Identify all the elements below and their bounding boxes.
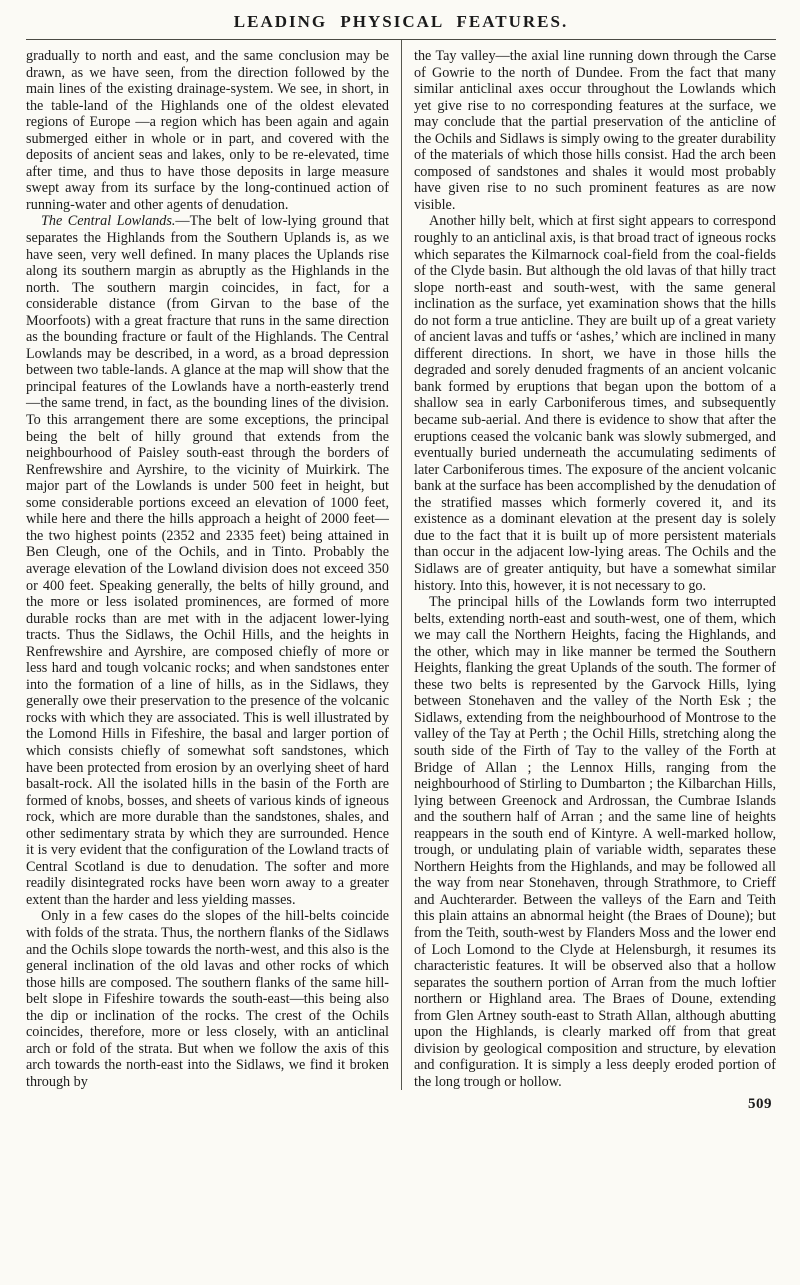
- paragraph-text: Only in a few cases do the slopes of the hill-belts coincide with folds of the strata. Thus, the northern flanks of the Sidlaws and the Ochils slope towards the north-west, and this also is the general inclination of the old lavas and other rocks of which those hills are composed. The southern flanks of the same hill-belt slope in Fifeshire towards the south-east—this being also the dip or inclination of the rocks. The crest of the Ochils coincides, therefore, more or less closely, with an anticlinal arch or fold of the strata. But when we follow the axis of this arch towards the north-east into the Sidlaws, we find it broken through by: [26, 908, 389, 1090]
- paragraph: [414, 48, 776, 213]
- right-column: [401, 40, 776, 1090]
- page-header-title: LEADING PHYSICAL FEATURES.: [26, 8, 776, 40]
- paragraph-text: —The belt of low-lying ground that separates the Highlands from the Southern Uplands is, as we have seen, very well defined. In many places the Uplands rise along its southern margin as abruptly as the Highlands in the north. The southern margin coincides, in fact, for a considerable distance (from Girvan to the base of the Moorfoots) with a great fracture that runs in the same direction as the bounding fracture or fault of the Highlands. The Central Lowlands may be described, in a word, as a broad depression between two table-lands. A glance at the map will show that the principal features of the Lowlands have a north-easterly trend—the same trend, in fact, as the bounding lines of the division. To this arrangement there are some exceptions, the principal being the belt of hilly ground that extends from the neighbourhood of Paisley south-east through the borders of Renfrewshire and Ayrshire, to the vicinity of Muirkirk. The major part of the Lowlands is under 500 feet in height, but some considerable portions exceed an elevation of 1000 feet, while here and there the hills approach a height of 2000 feet—the two highest points (2352 and 2335 feet) being attained in Ben Cleugh, one of the Ochils, and in Tinto. Probably the average elevation of the Lowland division does not exceed 350 or 400 feet. Speaking generally, the belts of hilly ground, and the more or less isolated prominences, are formed of more durable rocks than are met with in the adjacent lower-lying tracts. Thus the Sidlaws, the Ochil Hills, and the heights in Renfrewshire and Ayrshire, are composed chiefly of more or less hard and tough volcanic rocks; and when sandstones enter into the formation of a line of hills, as in the Sidlaws, they generally owe their preservation to the presence of the volcanic rocks with which they are associated. This is well illustrated by the Lomond Hills in Fifeshire, the basal and larger portion of which consists chiefly of somewhat soft sandstones, which have been protected from erosion by an overlying sheet of hard basalt-rock. All the isolated hills in the basin of the Forth are formed of knobs, bosses, and sheets of various kinds of igneous rock, which are more durable than the sandstones, shales, and other sedimentary strata by which they are surrounded. Hence it is very evident that the configuration of the Lowland tracts of Central Scotland is due to denudation. The softer and more readily disintegrated rocks have been worn away to a greater extent than the harder and less yielding masses.: [26, 213, 389, 908]
- paragraph-text: The principal hills of the Lowlands form two interrupted belts, extending north-east and south-west, one of them, which we may call the Northern Heights, facing the Highlands, and the other, which may in like manner be termed the Southern Heights, flanking the great Uplands of the south. The former of these two belts is represented by the Garvock Hills, lying between Stonehaven and the valley of the North Esk ; the Sidlaws, extending from the neighbourhood of Montrose to the valley of the Tay at Perth ; the Ochil Hills, stretching along the south side of the Firth of Tay to the valley of the Forth at Bridge of Allan ; the Lennox Hills, ranging from the neighbourhood of Stirling to Dumbarton ; the Kilbarchan Hills, lying between Greenock and Ardrossan, the Cumbrae Islands and the southern half of Arran ; and the same line of heights reappears in the south end of Kintyre. A well-marked hollow, trough, or undulating plain of variable width, separates these Northern Heights from the Highlands, and may be followed all the way from near Stonehaven, through Strathmore, to Crieff and Auchterarder. Between the valleys of the Earn and Teith this plain attains an abnormal height (the Braes of Doune); but from the Teith, south-west by Flanders Moss and the lower end of Loch Lomond to the Clyde at Helensburgh, it resumes its characteristic features. It will be observed also that a hollow separates the southern portion of Arran from the much loftier northern or Highland area. The Braes of Doune, extending from Glen Artney south-east to Strath Allan, although abutting upon the Highlands, is clearly marked off from that great division by geological composition and structure, by elevation and configuration. It is simply a less deeply eroded portion of the long trough or hollow.: [414, 594, 776, 1090]
- paragraph-text: Another hilly belt, which at first sight appears to correspond roughly to an anticlinal axis, is that broad tract of igneous rocks which separates the Kilmarnock coal-field from the coal-fields of the Clyde basin. But although the old lavas of that hilly tract slope north-east and south-west, with the same general inclination as the surface, yet examination shows that the hills do not form a true anticline. They are built up of a great variety of ancient lavas and tuffs or ‘ashes,’ which are inclined in many different directions. In short, we have in those hills the degraded and sorely denuded fragments of an ancient volcanic bank formed by eruptions that began upon the bottom of a shallow sea in early Carboniferous times, and subsequently became sub-aerial. And there is evidence to show that after the eruptions ceased the volcanic bank was slowly submerged, and eventually buried underneath the accumulating sediments of later Carboniferous times. The exposure of the ancient volcanic bank at the surface has been accomplished by the denudation of the stratified masses which formerly covered it, and its existence as a dominant elevation at the present day is solely due to the fact that it is built up of more persistent materials than occur in the adjacent low-lying areas. The Ochils and the Sidlaws are of greater antiquity, but have a somewhat similar history. Into this, however, it is not necessary to go.: [414, 213, 776, 594]
- paragraph-text: gradually to north and east, and the same conclusion may be drawn, as we have seen, from the direction followed by the main lines of the existing drainage-system. We see, in short, in the table-land of the Highlands one of the oldest elevated regions of Europe —a region which has been again and again submerged either in whole or in part, and covered with the deposits of ancient seas and lakes, only to be re-elevated, time after time, and thus to have those deposits in large measure swept away from its surface by the long-continued action of running-water and other agents of denudation.: [26, 48, 389, 213]
- paragraph-lead-italic: The Central Lowlands.: [41, 213, 176, 230]
- paragraph: [26, 213, 389, 908]
- paragraph: [414, 213, 776, 594]
- page-number: 509: [748, 1096, 772, 1113]
- paragraph-text: the Tay valley—the axial line running down through the Carse of Gowrie to the north of Dundee. From the fact that many similar anticlinal axes occur throughout the Lowlands which yet give rise to no corresponding features at the surface, we may conclude that the partial preservation of the anticline of the Ochils and Sidlaws is simply owing to the greater durability of the materials of which those hills consist. Had the arch been composed of sandstones and shales it would most probably have given rise to no such prominent features as are now visible.: [414, 48, 776, 213]
- paragraph: [26, 48, 389, 213]
- left-column: [26, 40, 401, 1090]
- text-columns: [26, 40, 776, 1090]
- paragraph: [414, 594, 776, 1090]
- page-footer: [26, 1090, 776, 1113]
- paragraph: [26, 908, 389, 1090]
